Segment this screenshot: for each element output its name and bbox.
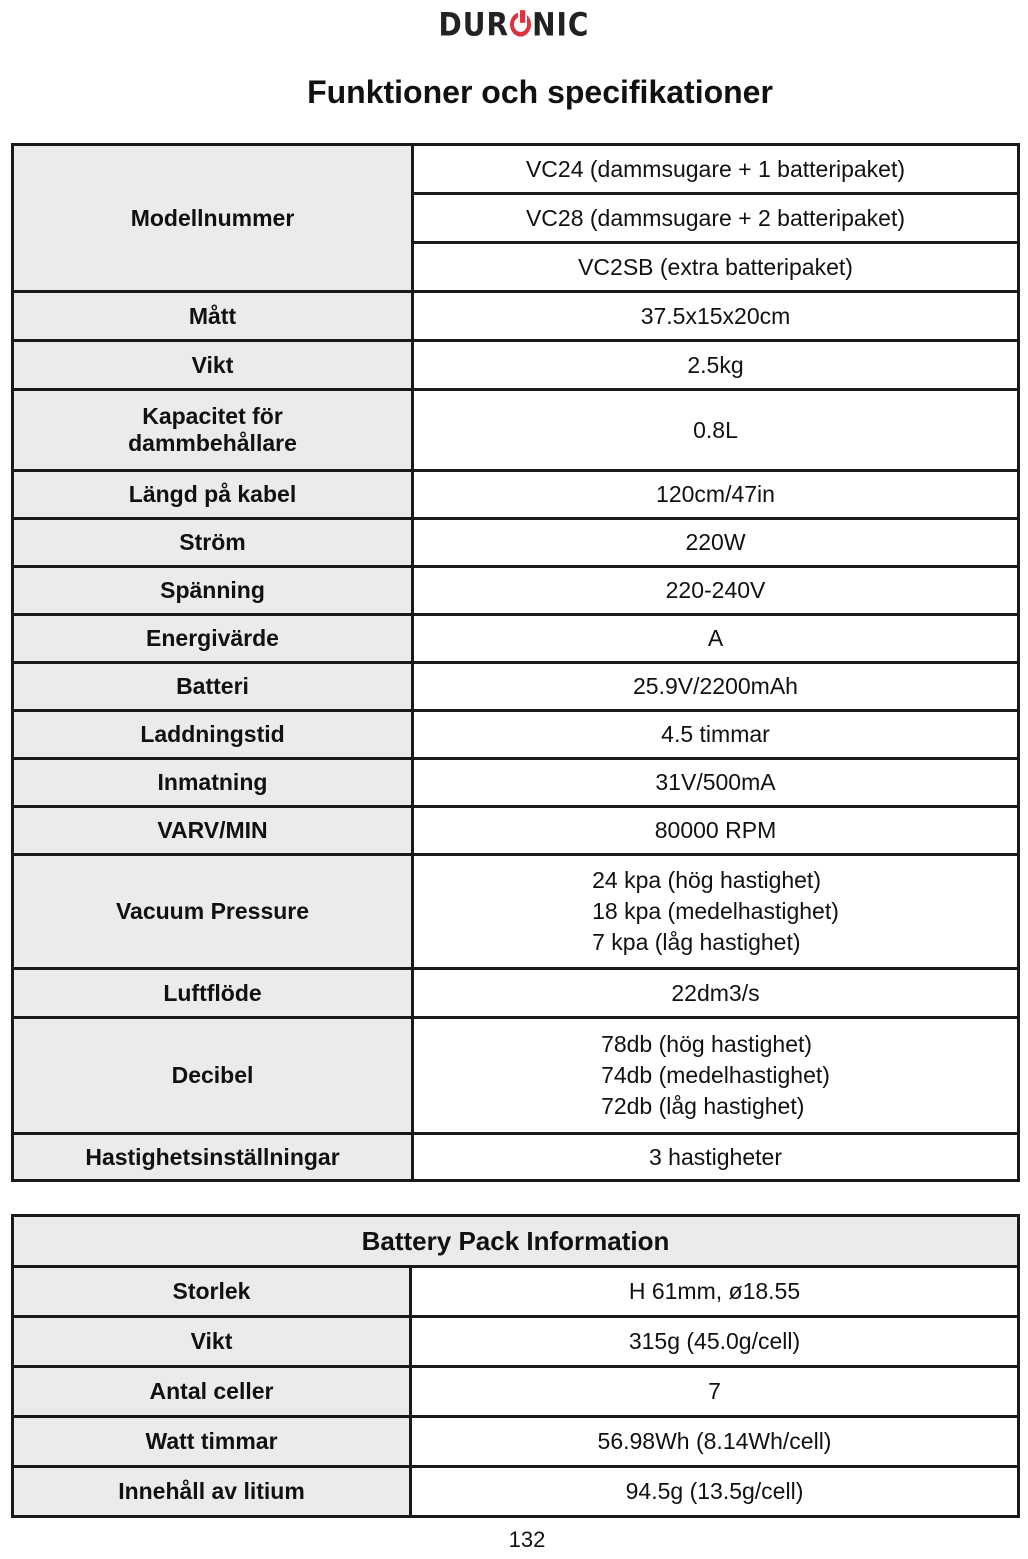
- battery-value: 56.98Wh (8.14Wh/cell): [411, 1417, 1019, 1467]
- table-row: [13, 1018, 1019, 1134]
- table-row: [13, 1317, 1019, 1367]
- model-number-label: Modellnummer: [13, 145, 413, 292]
- spec-label: Hastighetsinställningar: [13, 1134, 413, 1181]
- spec-value: 80000 RPM: [413, 807, 1019, 855]
- spec-value: 31V/500mA: [413, 759, 1019, 807]
- power-icon: [510, 12, 531, 36]
- spec-label: Ström: [13, 519, 413, 567]
- battery-value: 7: [411, 1367, 1019, 1417]
- spec-value-line: 74db (medelhastighet): [601, 1062, 830, 1088]
- battery-label: Storlek: [13, 1267, 411, 1317]
- table-row: [13, 1417, 1019, 1467]
- spec-label: Decibel: [13, 1018, 413, 1134]
- table-row: [13, 1134, 1019, 1181]
- table-row: [13, 519, 1019, 567]
- battery-label: Vikt: [13, 1317, 411, 1367]
- spec-label: Längd på kabel: [13, 471, 413, 519]
- battery-label: Antal celler: [13, 1367, 411, 1417]
- table-row: [13, 1467, 1019, 1517]
- spec-label: Spänning: [13, 567, 413, 615]
- spec-label: Inmatning: [13, 759, 413, 807]
- spec-table: [11, 143, 1020, 1182]
- battery-value: 94.5g (13.5g/cell): [411, 1467, 1019, 1517]
- spec-value: 25.9V/2200mAh: [413, 663, 1019, 711]
- spec-value: 220W: [413, 519, 1019, 567]
- table-row: [13, 759, 1019, 807]
- table-row: [13, 145, 1019, 194]
- battery-pack-header: Battery Pack Information: [13, 1216, 1019, 1267]
- spec-value: 120cm/47in: [413, 471, 1019, 519]
- spec-label: Batteri: [13, 663, 413, 711]
- spec-label: Luftflöde: [13, 969, 413, 1018]
- page-title: Funktioner och specifikationer: [307, 74, 773, 110]
- table-row: [13, 1367, 1019, 1417]
- battery-value: H 61mm, ø18.55: [411, 1267, 1019, 1317]
- spec-label: Laddningstid: [13, 711, 413, 759]
- table-row: [13, 292, 1019, 341]
- table-row: [13, 969, 1019, 1018]
- spec-value: A: [413, 615, 1019, 663]
- battery-label: Innehåll av litium: [13, 1467, 411, 1517]
- brand-logo-text: DUR NIC: [438, 5, 590, 44]
- battery-value: 315g (45.0g/cell): [411, 1317, 1019, 1367]
- table-row: [13, 807, 1019, 855]
- model-number-value: VC24 (dammsugare + 1 batteripaket): [413, 145, 1019, 194]
- spec-value-line: 7 kpa (låg hastighet): [592, 929, 801, 955]
- table-row: [13, 615, 1019, 663]
- table-row: [13, 471, 1019, 519]
- spec-value-line: 78db (hög hastighet): [601, 1031, 813, 1057]
- spec-value: 2.5kg: [413, 341, 1019, 390]
- table-row: [13, 390, 1019, 471]
- spec-value-lines: [592, 865, 839, 958]
- table-row: [13, 567, 1019, 615]
- spec-label: Vikt: [13, 341, 413, 390]
- spec-label: VARV/MIN: [13, 807, 413, 855]
- spec-value-line: 18 kpa (medelhastighet): [592, 898, 839, 924]
- spec-value-lines: [601, 1029, 830, 1122]
- spec-value: 22dm3/s: [413, 969, 1019, 1018]
- battery-pack-table: [11, 1214, 1020, 1518]
- table-row: [13, 663, 1019, 711]
- spec-label: Vacuum Pressure: [13, 855, 413, 969]
- spec-value: 3 hastigheter: [413, 1134, 1019, 1181]
- spec-label: Energivärde: [13, 615, 413, 663]
- page-number: 132: [508, 1527, 546, 1552]
- spec-value: 37.5x15x20cm: [413, 292, 1019, 341]
- table-row: [13, 341, 1019, 390]
- spec-value-line: 24 kpa (hög hastighet): [592, 867, 821, 893]
- spec-value: 0.8L: [413, 390, 1019, 471]
- table-row: [13, 855, 1019, 969]
- table-row: [13, 1267, 1019, 1317]
- table-row: [13, 711, 1019, 759]
- model-number-value: VC2SB (extra batteripaket): [413, 243, 1019, 292]
- spec-label: Kapacitet för dammbehållare: [13, 390, 413, 471]
- model-number-value: VC28 (dammsugare + 2 batteripaket): [413, 194, 1019, 243]
- spec-value: 4.5 timmar: [413, 711, 1019, 759]
- brand-logo: [0, 5, 1028, 44]
- spec-value: [413, 855, 1019, 969]
- battery-label: Watt timmar: [13, 1417, 411, 1467]
- spec-value: [413, 1018, 1019, 1134]
- spec-value: 220-240V: [413, 567, 1019, 615]
- table-header-row: [13, 1216, 1019, 1267]
- spec-value-line: 72db (låg hastighet): [601, 1093, 805, 1119]
- spec-label: Mått: [13, 292, 413, 341]
